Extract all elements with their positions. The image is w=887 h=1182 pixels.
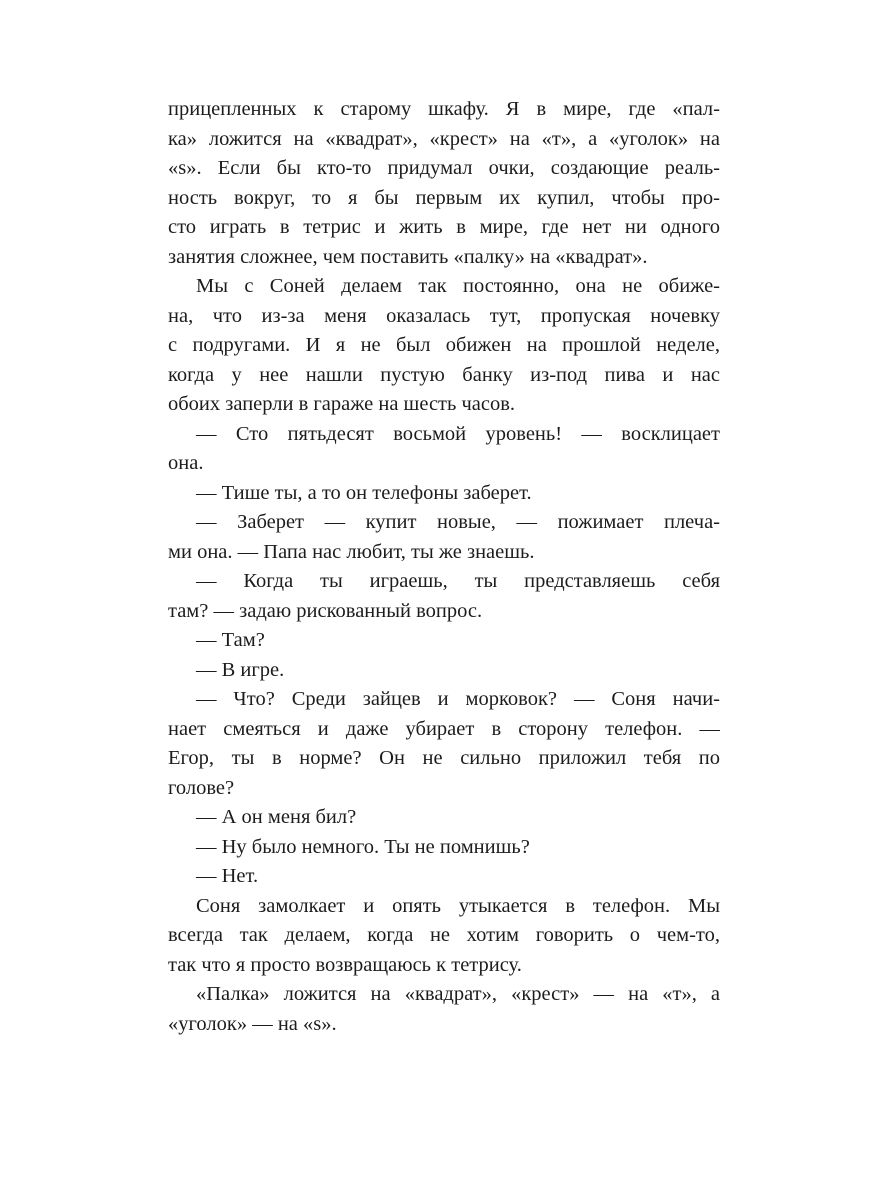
paragraph [168,862,720,892]
paragraph [168,272,720,420]
text-line: — Что? Среди зайцев и морковок? — Соня начи- [196,688,720,710]
text-line: Соня замолкает и опять утыкается в телефон. Мы [196,894,720,917]
text-line: «s». Если бы кто-то придумал очки, создающие реаль- [168,157,720,179]
text-line: — В игре. [196,658,285,681]
text-line: — Когда ты играешь, ты представляешь себя [196,570,720,592]
paragraph [168,833,720,863]
text-line: — Там? [196,629,265,651]
text-line: так что я просто возвращаюсь к тетрису. [168,953,522,976]
text-line: она. [168,452,204,474]
text-line: обоих заперли в гараже на шесть часов. [168,393,516,415]
paragraph [168,95,720,272]
text-line: нает смеяться и даже убирает в сторону телефон. — [168,717,720,740]
text-line: занятия сложнее, чем поставить «палку» на «квадрат». [168,245,648,268]
text-line: Егор, ты в норме? Он не сильно приложил тебя по [168,747,720,769]
text-line: там? — задаю рискованный вопрос. [168,599,483,622]
text-line: — Сто пятьдесят восьмой уровень! — восклицает [196,422,720,445]
text-line: сто играть в тетрис и жить в мире, где нет ни одного [168,216,720,238]
text-line: ка» ложится на «квадрат», «крест» на «т», а «уголок» на [168,127,720,150]
paragraph [168,567,720,626]
paragraph [168,980,720,1039]
text-line: прицепленных к старому шкафу. Я в мире, где «пал- [168,98,720,120]
text-line: — Тише ты, а то он телефоны заберет. [196,481,532,504]
text-line: — Нет. [196,865,259,887]
text-line: Мы с Соней делаем так постоянно, она не обиже- [196,275,720,297]
text-line: когда у нее нашли пустую банку из-под пива и нас [168,363,720,386]
text-line: «уголок» — на «s». [168,1012,337,1035]
text-line: с подругами. И я не был обижен на прошлой неделе, [168,334,720,356]
paragraph [168,626,720,656]
text-line: голове? [168,776,235,799]
paragraph [168,656,720,686]
text-line: — Ну было немного. Ты не помнишь? [196,835,530,858]
text-line: — А он меня бил? [196,806,357,828]
paragraph [168,803,720,833]
paragraph [168,685,720,803]
paragraph [168,508,720,567]
text-line: на, что из-за меня оказалась тут, пропуская ночевку [168,304,720,327]
text-line: всегда так делаем, когда не хотим говорить о чем-то, [168,924,720,946]
paragraph [168,479,720,509]
text-line: ность вокруг, то я бы первым их купил, чтобы про- [168,186,720,209]
text-line: «Палка» ложится на «квадрат», «крест» — на «т», а [196,983,720,1005]
paragraph [168,420,720,479]
page-text-block [168,95,720,1039]
paragraph [168,892,720,981]
text-line: — Заберет — купит новые, — пожимает плеча- [196,511,720,533]
text-line: ми она. — Папа нас любит, ты же знаешь. [168,540,535,563]
